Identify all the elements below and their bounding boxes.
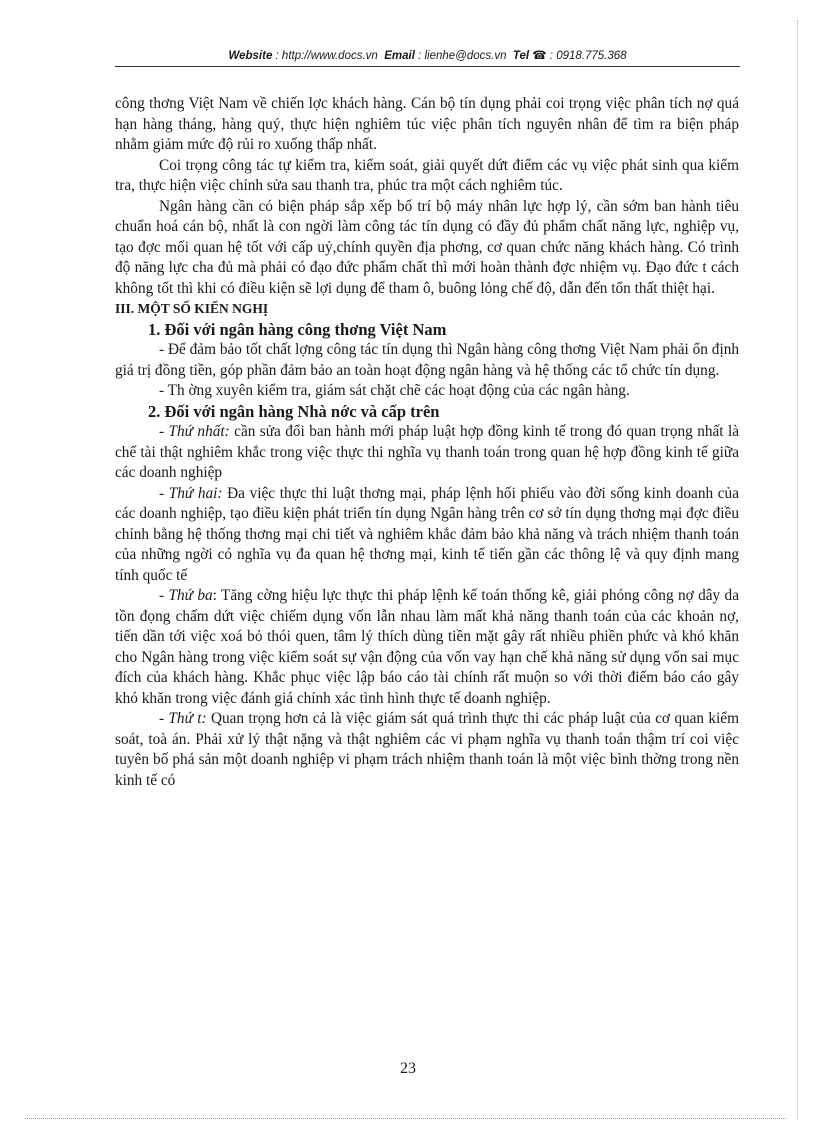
website-url[interactable]: : http://www.docs.vn [275,50,378,62]
item-label: - Thứ ba [159,587,213,604]
paragraph: - Để đảm bảo tốt chất lợng công tác tín dụng thì Ngân hàng công thơng Việt Nam phải ổn định giá trị đồng tiền, góp phần đảm bảo an toàn hoạt động ngân hàng và hệ thống các tổ chức tín dụng. [115,341,739,379]
website-label: Website [228,50,273,62]
paragraph [115,484,739,587]
item-label: - Thứ nhất: [159,423,230,440]
page-header [115,48,740,62]
paragraph [115,709,739,791]
section-heading: III. MỘT SỐ KIẾN NGHỊ [115,301,269,316]
item-label: - Thứ hai: [159,484,223,502]
paragraph: Coi trọng công tác tự kiểm tra, kiểm soát, giải quyết dứt điểm các vụ việc phát sinh qua kiểm tra, thực hiện việc chỉnh sửa sau thanh tra, phúc tra một cách nghiêm túc. [115,156,739,194]
item-label: - Thứ t: [159,710,207,727]
item-text: Quan trọng hơn cả là việc giám sát quá trình thực thi các pháp luật của cơ quan kiểm soát, toà án. Phải xử lý thật nặng và thật nghiêm các vi phạm nghĩa vụ thanh toán thậm trí coi việc tuyên bố phá sản một doanh nghiệp vi phạm trách nhiệm thanh toán là một việc bình thờng trong nền kinh tế có [115,710,739,789]
subsection-heading: 2. Đối với ngân hàng Nhà nớc và cấp trên [148,401,440,421]
paragraph: Ngân hàng cần có biện pháp sắp xếp bố trí bộ máy nhân lực hợp lý, cần sớm ban hành tiêu chuẩn hoá cán bộ, nhất là con ngời làm công tác tín dụng có đầy đủ phẩm chất năng lực, nghiệp vụ, tạo đợc mối quan hệ tốt với cấp uỷ,chính quyền địa phơng, cơ quan chức năng khách hàng. Có trình độ năng lực cha đủ mà phải có đạo đức phẩm chất thì mới hoàn thành đợc nhiệm vụ. Đạo đức t cách không tốt thì khi có điều kiện sẽ lợi dụng để tham ô, buông lỏng chế độ, dẫn đến tổn thất thiệt hại. [115,197,739,297]
subsection-heading: 1. Đối với ngân hàng công thơng Việt Nam [148,319,447,339]
page-number: 23 [400,1060,416,1077]
tel-label: Tel [512,50,530,62]
page-border-right [797,20,798,1120]
item-text: Đa việc thực thi luật thơng mại, pháp lệnh hối phiếu vào đời sống kinh doanh của các doanh nghiệp, tạo điều kiện phát triển tín dụng Ngân hàng trên cơ sở tín dụng thơng mại đợc điều chỉnh bằng hệ thống thơng mại chi tiết và nghiêm khắc đảm bảo khả năng và trách nhiệm thanh toán của những ngời có nghĩa vụ đa quan hệ thơng mại, kinh tế tiến gần các thông lệ và quy định mang tính quốc tế [115,484,739,584]
paragraph: - Th ờng xuyên kiểm tra, giám sát chặt chẽ các hoạt động của các ngân hàng. [159,382,630,399]
phone-number: ☎ : 0918.775.368 [532,50,627,62]
paragraph [115,586,739,709]
page-border-bottom [25,1118,786,1119]
header-divider [115,66,740,67]
page-body [115,94,739,791]
paragraph [115,422,739,484]
paragraph: công thơng Việt Nam về chiến lợc khách hàng. Cán bộ tín dụng phải coi trọng việc phân tích nợ quá hạn hàng tháng, hàng quý, thực hiện nghiêm túc việc phân tích nguyên nhân để tìm ra biện pháp nhằm giảm mức độ rủi ro xuống thấp nhất. [115,95,739,153]
email-label: Email [384,50,415,62]
email-address[interactable]: : lienhe@docs.vn [418,50,507,62]
item-text: : Tăng cờng hiệu lực thực thi pháp lệnh kế toán thống kê, giải phóng công nợ dây da tồn đọng chấm dứt việc chiếm dụng vốn lẫn nhau làm mất khả năng thanh toán của các khoản nợ, tiến dần tới việc xoá bỏ thói quen, tâm lý thích dùng tiền mặt gây rất nhiều phiền phức và khó khăn cho Ngân hàng trong việc kiểm soát sự vận động của vốn vay hạn chế khả năng sử dụng vốn sai mục đích của khách hàng. Khắc phục việc lập báo cáo tài chính rất muộn so với thời điểm báo cáo gây khó khăn trong việc đánh giá chính xác tình hình thực tế doanh nghiệp. [115,587,739,707]
item-text: cần sửa đổi ban hành mới pháp luật hợp đồng kinh tế trong đó quan trọng nhất là chế tài thật nghiêm khắc trong việc thực thi nghĩa vụ thanh toán trong quan hệ hợp đồng kinh tế giữa các doanh nghiệp [115,423,740,481]
